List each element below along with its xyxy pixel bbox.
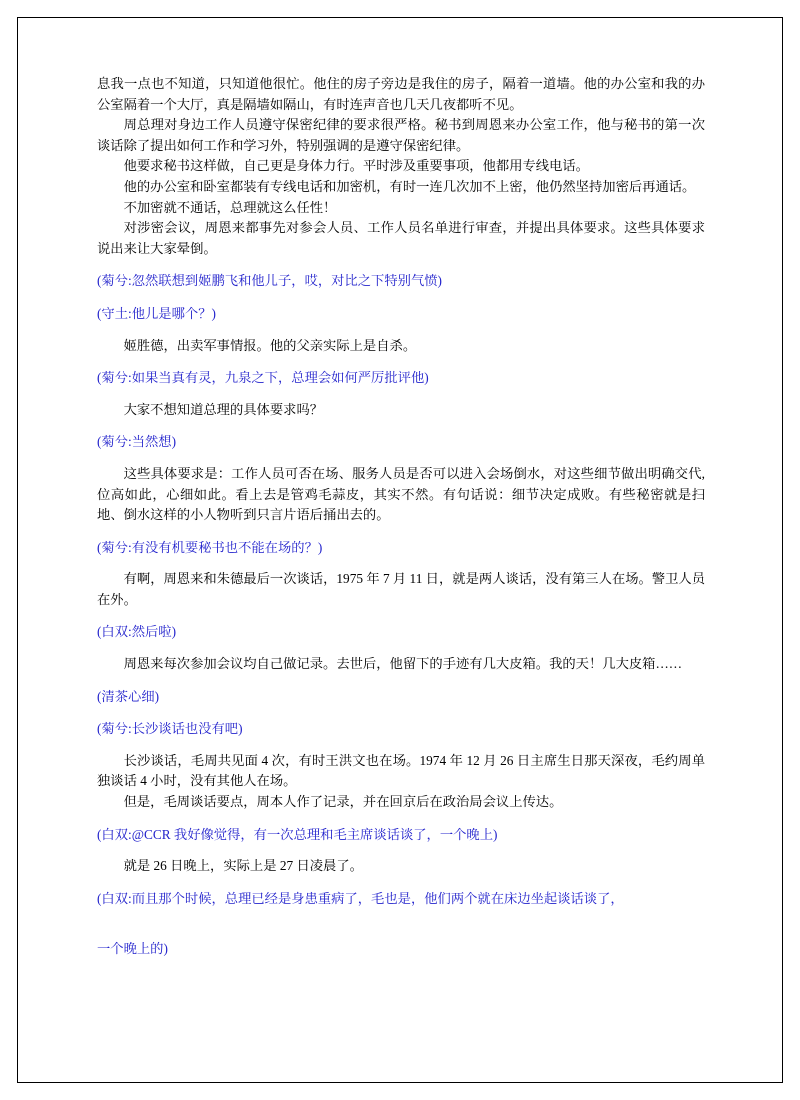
paragraph: 不加密就不通话，总理就这么任性！	[123, 199, 337, 215]
paragraph: 但是，毛周谈话要点，周本人作了记录，并在回京后在政治局会议上传达。	[123, 794, 563, 810]
spacer	[97, 920, 705, 927]
inline-comment: (菊兮:当然想)	[97, 434, 177, 450]
inline-comment: (菊兮:如果当真有灵，九泉之下，总理会如何严厉批评他)	[97, 370, 429, 386]
inline-comment: (白双:然后啦)	[97, 624, 177, 640]
inline-comment: (菊兮:长沙谈话也没有吧)	[97, 721, 243, 737]
paragraph: 大家不想知道总理的具体要求吗？	[123, 401, 324, 417]
paragraph: 周恩来每次参加会议均自己做记录。去世后，他留下的手迹有几大皮箱。我的天！几大皮箱……	[123, 656, 683, 672]
inline-comment: (菊兮:有没有机要秘书也不能在场的？)	[97, 539, 323, 555]
paragraph: 对涉密会议，周恩来都事先对参会人员、工作人员名单进行审查，并提出具体要求。这些具体要求说出来让大家晕倒。	[97, 220, 705, 256]
inline-comment: (守土:他儿是哪个？)	[97, 305, 216, 321]
inline-comment: (白双:而且那个时候，总理已经是身患重病了，毛也是，他们两个就在床边坐起谈话谈了，	[97, 890, 624, 906]
inline-comment: 一个晚上的)	[97, 941, 168, 957]
inline-comment: (清茶心细)	[97, 688, 160, 704]
document-body	[97, 74, 705, 971]
inline-comment: (白双:@CCR 我好像觉得，有一次总理和毛主席谈话谈了，一个晚上)	[97, 826, 498, 842]
paragraph: 这些具体要求是：工作人员可否在场、服务人员是否可以进入会场倒水，对这些细节做出明确交代,位高如此，心细如此。看上去是管鸡毛蒜皮，其实不然。有句话说：细节决定成败。有些秘密就是扫地、倒水这样的小人物听到只言片语后捅出去的。	[97, 465, 705, 523]
paragraph: 就是 26 日晚上，实际上是 27 日凌晨了。	[123, 858, 363, 874]
paragraph: 周总理对身边工作人员遵守保密纪律的要求很严格。秘书到周恩来办公室工作，他与秘书的第一次谈话除了提出如何工作和学习外，特别强调的是遵守保密纪律。	[97, 117, 705, 153]
paragraph: 他的办公室和卧室都装有专线电话和加密机，有时一连几次加不上密，他仍然坚持加密后再通话。	[123, 178, 696, 194]
paragraph: 他要求秘书这样做，自己更是身体力行。平时涉及重要事项，他都用专线电话。	[123, 158, 589, 174]
paragraph: 息我一点也不知道，只知道他很忙。他住的房子旁边是我住的房子，隔着一道墙。他的办公室和我的办公室隔着一个大厅，真是隔墙如隔山，有时连声音也几天几夜都听不见。	[97, 76, 705, 112]
paragraph: 姬胜德，出卖军事情报。他的父亲实际上是自杀。	[123, 337, 417, 353]
paragraph: 长沙谈话，毛周共见面 4 次，有时王洪文也在场。1974 年 12 月 26 日主席生日那天深夜，毛约周单独谈话 4 小时，没有其他人在场。	[97, 752, 705, 789]
inline-comment: (菊兮:忽然联想到姬鹏飞和他儿子，哎，对比之下特别气愤)	[97, 273, 442, 289]
paragraph: 有啊，周恩来和朱德最后一次谈话，1975 年 7 月 11 日，就是两人谈话，没有第三人在场。警卫人员在外。	[97, 571, 705, 607]
